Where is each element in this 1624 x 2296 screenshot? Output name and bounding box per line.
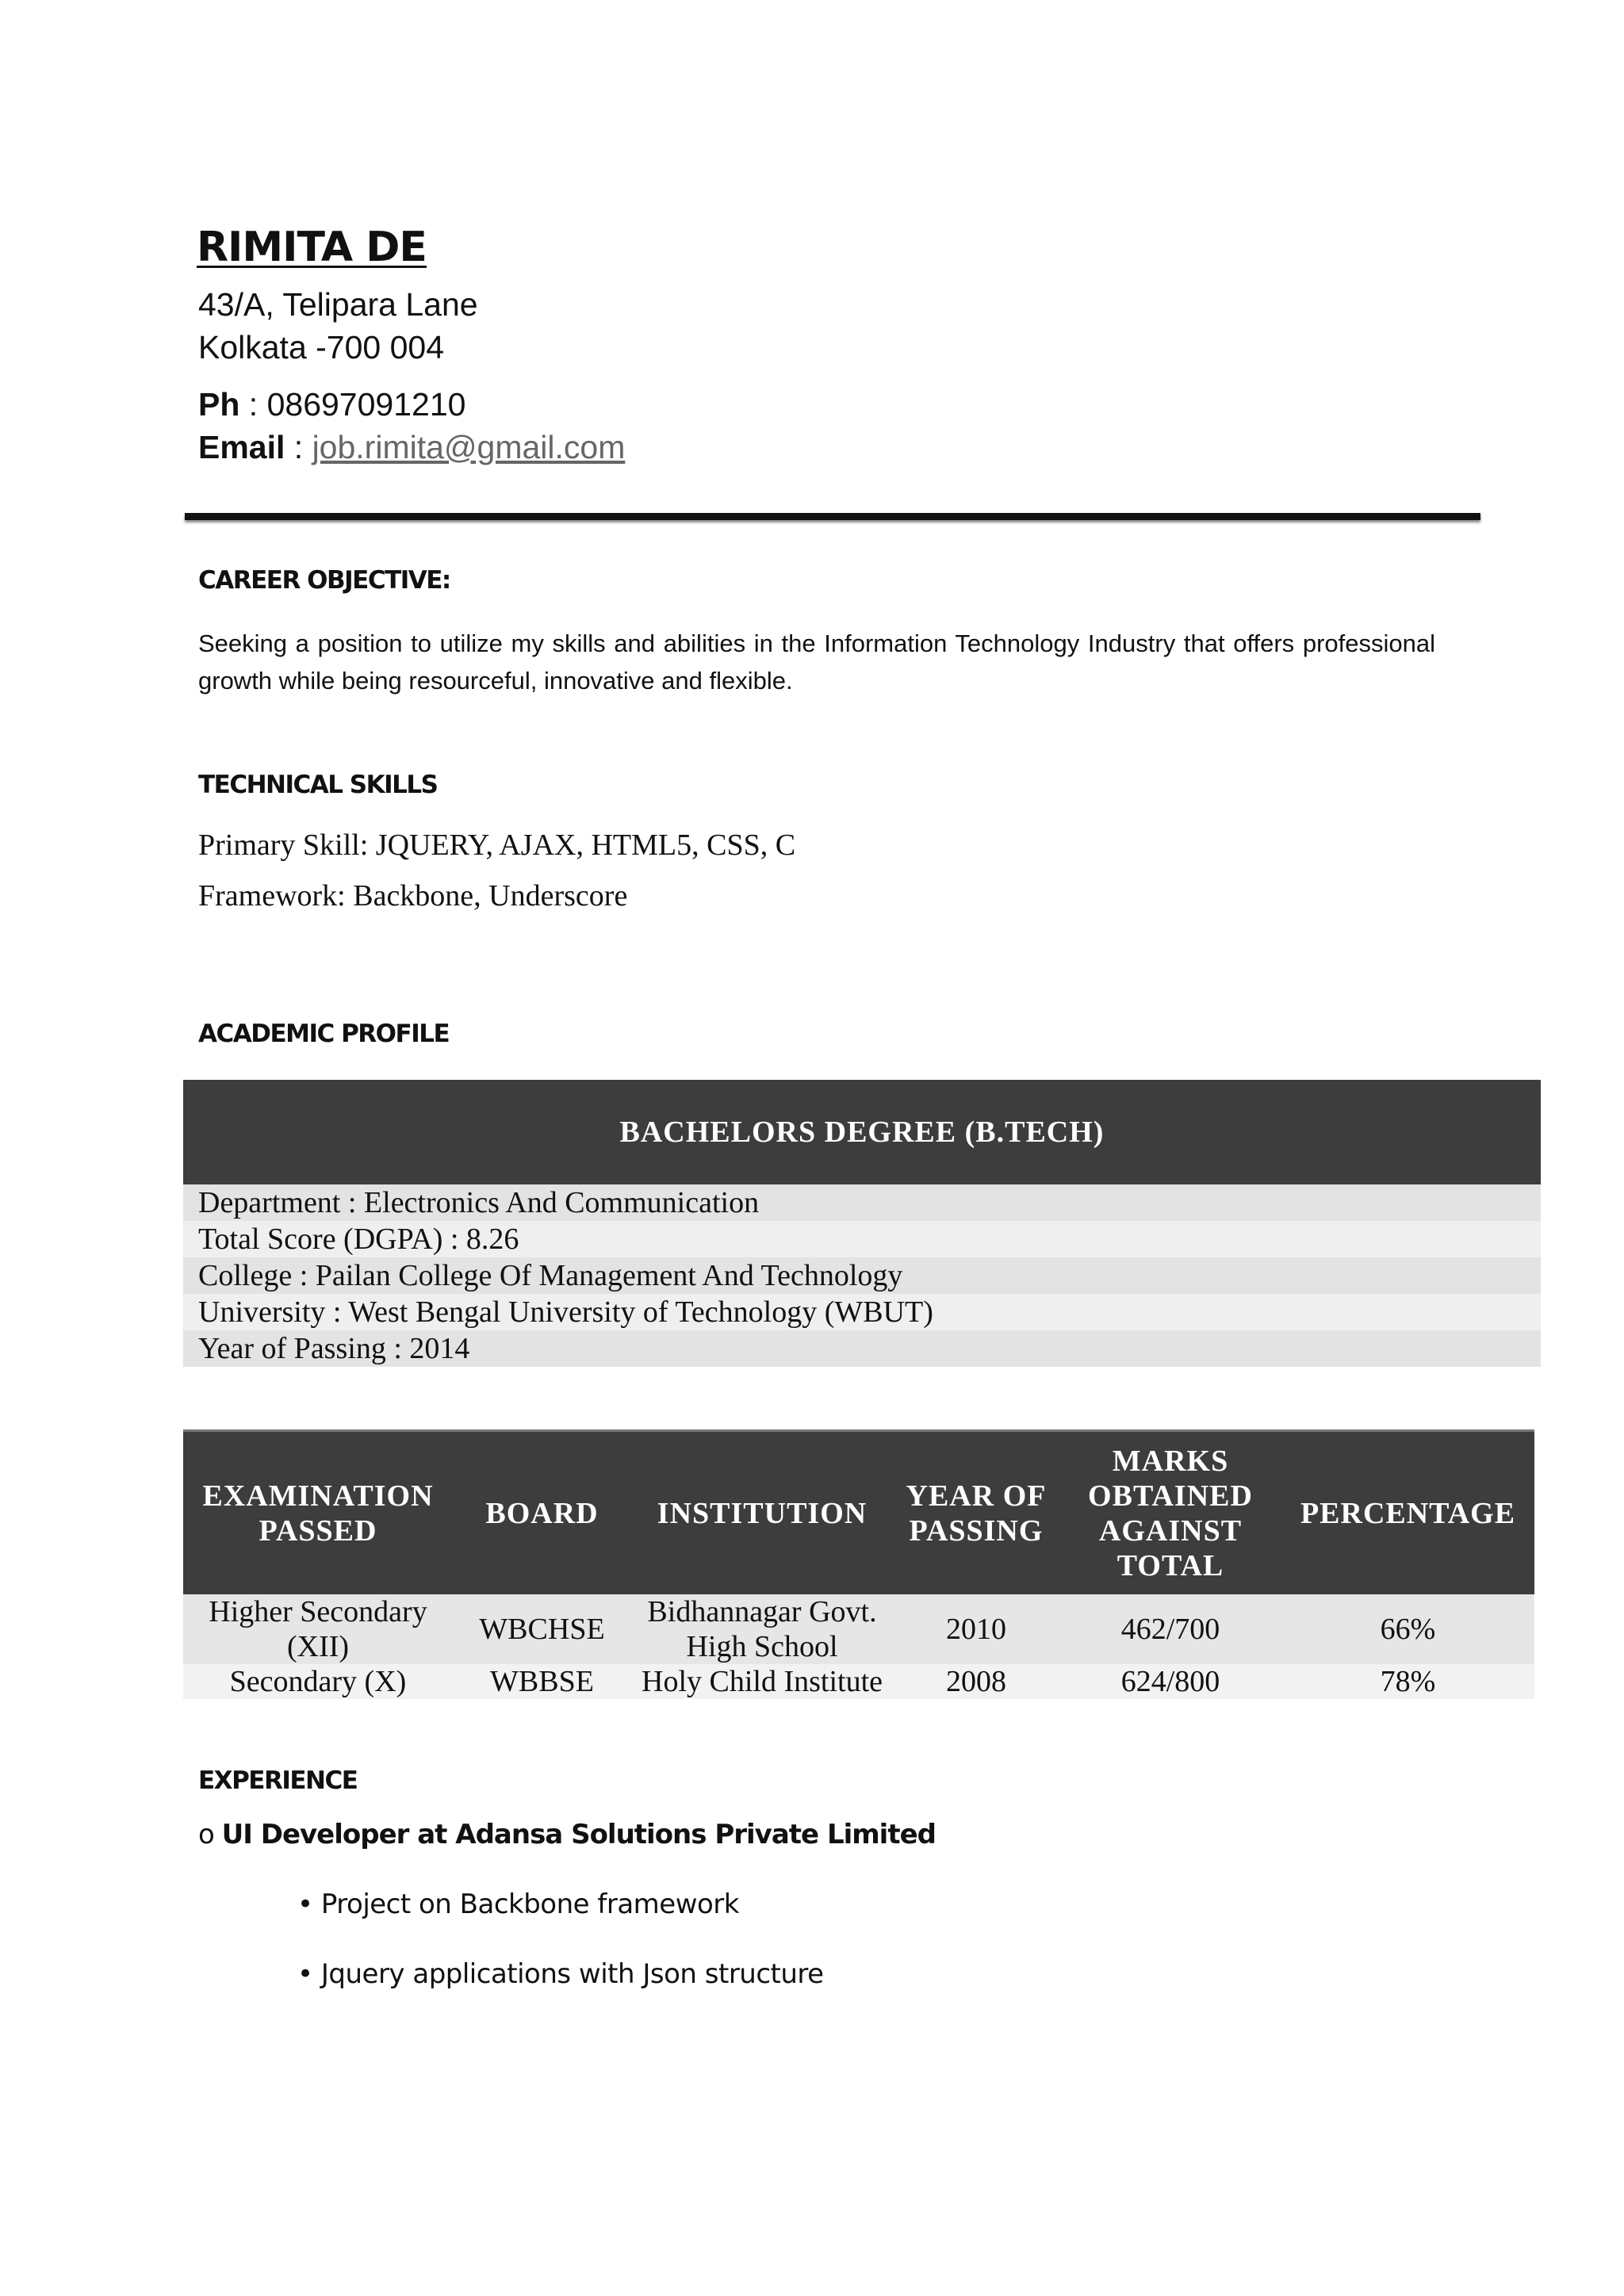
bullet-text: Jquery applications with Json structure	[320, 1958, 824, 1990]
header-divider	[185, 513, 1480, 520]
framework-skill: Framework: Backbone, Underscore	[198, 879, 628, 913]
phone-label: Ph	[198, 386, 240, 423]
academic-profile-heading: ACADEMIC PROFILE	[198, 1020, 450, 1048]
cell-board: WBBSE	[453, 1664, 631, 1699]
cell-marks: 624/800	[1059, 1664, 1281, 1699]
career-objective-heading: CAREER OBJECTIVE:	[198, 566, 450, 595]
col-header-year: YEAR OF PASSING	[893, 1431, 1059, 1595]
table-row	[183, 1664, 1534, 1699]
email-line	[198, 427, 625, 468]
cell-year: 2010	[893, 1594, 1059, 1664]
btech-row-score: Total Score (DGPA) : 8.26	[183, 1221, 1541, 1257]
candidate-name: RIMITA DE	[197, 224, 427, 271]
job-entry	[198, 1819, 936, 1850]
cell-year: 2008	[893, 1664, 1059, 1699]
btech-block	[183, 1080, 1541, 1367]
btech-row-college: College : Pailan College Of Management And Technology	[183, 1257, 1541, 1294]
cell-percentage: 66%	[1281, 1594, 1534, 1664]
phone-line	[198, 384, 465, 425]
email-separator: :	[285, 429, 312, 465]
col-header-institution: INSTITUTION	[631, 1431, 893, 1595]
bullet-icon: •	[297, 1958, 313, 1990]
address-line-1: 43/A, Telipara Lane	[198, 286, 478, 323]
btech-title: BACHELORS DEGREE (B.TECH)	[183, 1080, 1541, 1184]
experience-heading: EXPERIENCE	[198, 1766, 358, 1795]
cell-exam: Higher Secondary (XII)	[183, 1594, 453, 1664]
col-header-percentage: PERCENTAGE	[1281, 1431, 1534, 1595]
cell-board: WBCHSE	[453, 1594, 631, 1664]
email-link[interactable]: job.rimita@gmail.com	[312, 429, 626, 465]
table-row	[183, 1594, 1534, 1664]
bullet-text: Project on Backbone framework	[320, 1888, 739, 1920]
email-label: Email	[198, 429, 285, 465]
btech-row-university: University : West Bengal University of Technology (WBUT)	[183, 1294, 1541, 1330]
cell-institution: Bidhannagar Govt. High School	[631, 1594, 893, 1664]
cell-percentage: 78%	[1281, 1664, 1534, 1699]
col-header-marks: MARKS OBTAINED AGAINST TOTAL	[1059, 1431, 1281, 1595]
cell-exam: Secondary (X)	[183, 1664, 453, 1699]
col-header-examination: EXAMINATION PASSED	[183, 1431, 453, 1595]
phone-separator: :	[239, 386, 267, 423]
bullet-icon: •	[297, 1888, 313, 1920]
primary-skill: Primary Skill: JQUERY, AJAX, HTML5, CSS, C	[198, 828, 796, 862]
technical-skills-heading: TECHNICAL SKILLS	[198, 771, 438, 799]
cell-marks: 462/700	[1059, 1594, 1281, 1664]
exam-table-header	[183, 1431, 1534, 1595]
circle-bullet-icon: o	[198, 1819, 214, 1850]
cell-institution: Holy Child Institute	[631, 1664, 893, 1699]
address-line-2: Kolkata -700 004	[198, 329, 445, 365]
btech-row-year: Year of Passing : 2014	[183, 1330, 1541, 1367]
phone-number: 08697091210	[266, 386, 466, 423]
list-item	[297, 1888, 739, 1920]
list-item	[297, 1958, 824, 1990]
col-header-board: BOARD	[453, 1431, 631, 1595]
exam-table	[183, 1429, 1534, 1699]
btech-row-department: Department : Electronics And Communication	[183, 1184, 1541, 1221]
job-title: UI Developer at Adansa Solutions Private Limited	[221, 1819, 936, 1850]
career-objective-text: Seeking a position to utilize my skills and abilities in the Information Technology Industry that offers professional growth while being resourceful, innovative and flexible.	[198, 629, 1435, 695]
